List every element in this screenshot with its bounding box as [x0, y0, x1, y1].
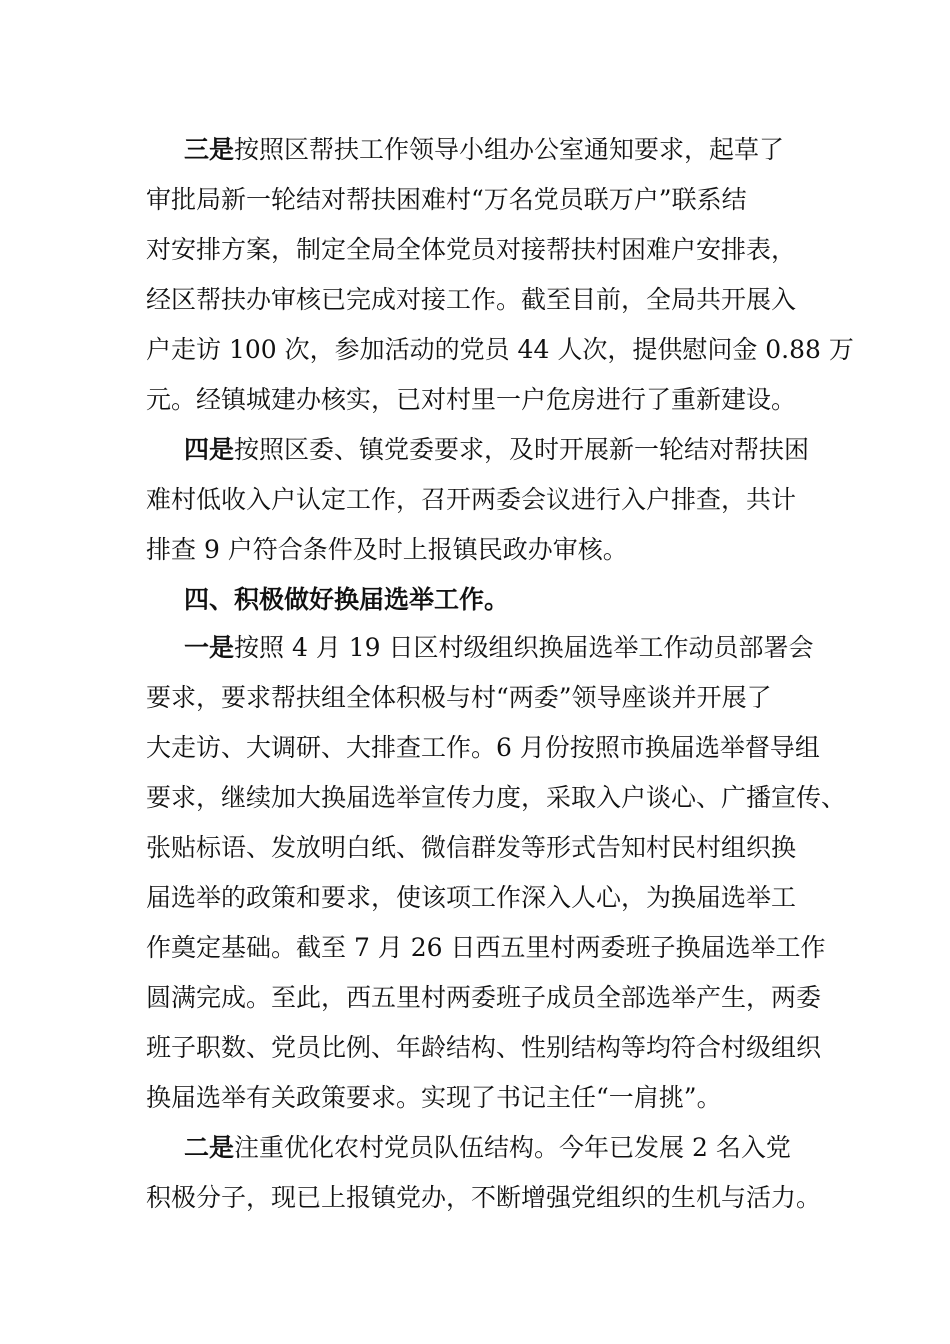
paragraph-line: 经区帮扶办审核已完成对接工作。截至目前，全局共开展入	[146, 285, 797, 314]
paragraph-line: 要求，继续加大换届选举宣传力度，采取入户谈心、广播宣传、	[146, 783, 847, 812]
paragraph-text: 按照区委、镇党委要求，及时开展新一轮结对帮扶困	[234, 435, 810, 464]
paragraph-line: 张贴标语、发放明白纸、微信群发等形式告知村民村组织换	[146, 833, 797, 862]
paragraph-line	[184, 1133, 791, 1163]
paragraph-lead: 二是	[184, 1133, 235, 1162]
paragraph-text: 按照区帮扶工作领导小组办公室通知要求，起草了	[234, 135, 785, 164]
paragraph-line: 届选举的政策和要求，使该项工作深入人心，为换届选举工	[146, 883, 797, 912]
paragraph-line	[184, 435, 809, 465]
paragraph-line	[184, 135, 784, 165]
paragraph-line: 圆满完成。至此，西五里村两委班子成员全部选举产生，两委	[146, 983, 822, 1012]
paragraph-line: 班子职数、党员比例、年龄结构、性别结构等均符合村级组织	[146, 1033, 822, 1062]
paragraph-line: 排查 9 户符合条件及时上报镇民政办审核。	[146, 535, 628, 564]
paragraph-line: 作奠定基础。截至 7 月 26 日西五里村两委班子换届选举工作	[146, 933, 826, 962]
paragraph-line	[184, 633, 814, 663]
paragraph-line: 换届选举有关政策要求。实现了书记主任“一肩挑”。	[146, 1083, 722, 1112]
paragraph-line: 审批局新一轮结对帮扶困难村“万名党员联万户”联系结	[146, 185, 747, 214]
paragraph-lead: 一是	[184, 633, 235, 662]
paragraph-line: 要求，要求帮扶组全体积极与村“两委”领导座谈并开展了	[146, 683, 772, 712]
paragraph-text: 按照 4 月 19 日区村级组织换届选举工作动员部署会	[234, 633, 814, 662]
paragraph-lead: 四是	[184, 435, 235, 464]
paragraph-line: 户走访 100 次，参加活动的党员 44 人次，提供慰问金 0.88 万	[146, 335, 854, 364]
paragraph-line: 元。经镇城建办核实，已对村里一户危房进行了重新建设。	[146, 385, 797, 414]
section-heading: 四、积极做好换届选举工作。	[184, 585, 510, 614]
paragraph-lead: 三是	[184, 135, 235, 164]
paragraph-line: 积极分子，现已上报镇党办，不断增强党组织的生机与活力。	[146, 1183, 822, 1212]
paragraph-line: 难村低收入户认定工作，召开两委会议进行入户排查，共计	[146, 485, 797, 514]
paragraph-line: 大走访、大调研、大排查工作。6 月份按照市换届选举督导组	[146, 733, 820, 762]
paragraph-text: 注重优化农村党员队伍结构。今年已发展 2 名入党	[234, 1133, 791, 1162]
paragraph-line: 对安排方案，制定全局全体党员对接帮扶村困难户安排表，	[146, 235, 797, 264]
